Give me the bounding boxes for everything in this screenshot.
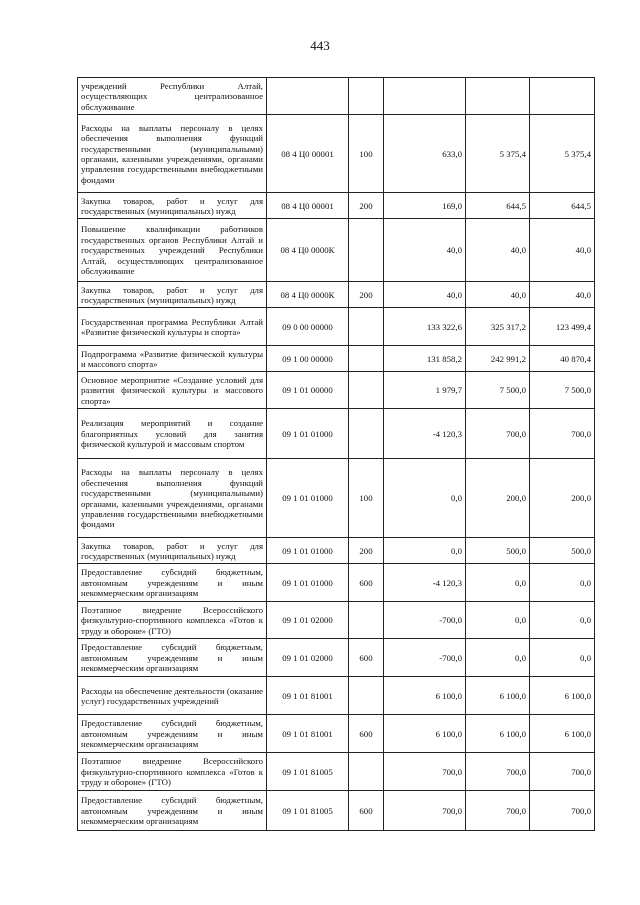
row-target-code: 08 4 Ц0 0000К [267,219,349,282]
row-expense-kind: 100 [349,115,384,193]
row-name: Расходы на обеспечение деятельности (оказание услуг) государственных учреждений [78,677,267,715]
row-value-3: 200,0 [530,459,595,538]
row-expense-kind: 600 [349,564,384,602]
row-expense-kind: 200 [349,193,384,219]
row-value-1: 0,0 [384,538,466,564]
table-row [78,602,595,639]
row-target-code: 09 1 01 81001 [267,677,349,715]
row-target-code: 09 1 01 01000 [267,538,349,564]
row-name: Предоставление субсидий бюджетным, автономным учреждениям и иным некоммерческим организациям [78,639,267,677]
row-value-3: 500,0 [530,538,595,564]
row-value-3: 0,0 [530,602,595,639]
table-row [78,791,595,831]
row-value-2: 7 500,0 [466,372,530,409]
row-value-2: 325 317,2 [466,308,530,346]
row-name: Реализация мероприятий и создание благоприятных условий для занятия физической культурой и массовым спортом [78,409,267,459]
row-target-code: 08 4 Ц0 00001 [267,115,349,193]
row-target-code: 09 1 01 01000 [267,459,349,538]
row-expense-kind [349,219,384,282]
row-target-code: 08 4 Ц0 0000К [267,282,349,308]
row-value-1: 700,0 [384,753,466,791]
row-value-1: 6 100,0 [384,715,466,753]
row-value-1: -4 120,3 [384,564,466,602]
row-target-code: 09 0 00 00000 [267,308,349,346]
row-value-1: 40,0 [384,219,466,282]
row-target-code: 09 1 01 00000 [267,372,349,409]
row-value-1: 40,0 [384,282,466,308]
row-value-1: 133 322,6 [384,308,466,346]
row-expense-kind [349,677,384,715]
table-row [78,193,595,219]
table-row [78,282,595,308]
row-value-2: 0,0 [466,564,530,602]
row-value-3: 5 375,4 [530,115,595,193]
table-row [78,372,595,409]
row-expense-kind: 600 [349,791,384,831]
table-row [78,459,595,538]
row-value-1: 1 979,7 [384,372,466,409]
row-name: Поэтапное внедрение Всероссийского физкультурно-спортивного комплекса «Готов к труду и обороне» (ГТО) [78,602,267,639]
row-target-code: 09 1 00 00000 [267,346,349,372]
row-value-1: -4 120,3 [384,409,466,459]
row-expense-kind: 100 [349,459,384,538]
row-name: Закупка товаров, работ и услуг для государственных (муниципальных) нужд [78,282,267,308]
row-name: Подпрограмма «Развитие физической культуры и массового спорта» [78,346,267,372]
row-value-2: 242 991,2 [466,346,530,372]
row-name: Предоставление субсидий бюджетным, автономным учреждениям и иным некоммерческим организациям [78,791,267,831]
row-value-3: 40,0 [530,219,595,282]
row-value-3: 0,0 [530,639,595,677]
row-value-1: -700,0 [384,602,466,639]
page-number: 443 [310,38,330,53]
row-value-2: 0,0 [466,602,530,639]
row-value-2: 40,0 [466,282,530,308]
row-expense-kind [349,308,384,346]
row-value-3: 6 100,0 [530,677,595,715]
row-value-2: 200,0 [466,459,530,538]
row-expense-kind: 600 [349,715,384,753]
row-value-3: 0,0 [530,564,595,602]
row-expense-kind: 600 [349,639,384,677]
table-row [78,677,595,715]
table-row [78,219,595,282]
row-value-3: 644,5 [530,193,595,219]
row-value-1: 0,0 [384,459,466,538]
row-value-2 [466,78,530,115]
row-value-2: 0,0 [466,639,530,677]
table-row [78,538,595,564]
row-name: Расходы на выплаты персоналу в целях обеспечения выполнения функций государственными (муниципальными) органами, казенными учреждениями, органами управления государственными внебюджетными фондами [78,459,267,538]
row-target-code [267,78,349,115]
table-row [78,346,595,372]
row-value-2: 700,0 [466,409,530,459]
row-target-code: 09 1 01 81001 [267,715,349,753]
row-value-3: 700,0 [530,791,595,831]
row-expense-kind [349,409,384,459]
row-target-code: 09 1 01 81005 [267,791,349,831]
table-row [78,639,595,677]
row-name: Основное мероприятие «Создание условий для развития физической культуры и массового спорта» [78,372,267,409]
table-body [78,78,595,831]
table-row [78,715,595,753]
table-row [78,308,595,346]
row-target-code: 08 4 Ц0 00001 [267,193,349,219]
row-expense-kind [349,346,384,372]
row-expense-kind [349,602,384,639]
row-value-3: 700,0 [530,753,595,791]
row-value-3: 6 100,0 [530,715,595,753]
row-name: Закупка товаров, работ и услуг для государственных (муниципальных) нужд [78,193,267,219]
row-name: Государственная программа Республики Алтай «Развитие физической культуры и спорта» [78,308,267,346]
row-target-code: 09 1 01 81005 [267,753,349,791]
row-value-1: 6 100,0 [384,677,466,715]
row-value-1: 169,0 [384,193,466,219]
row-expense-kind [349,753,384,791]
table-row [78,78,595,115]
row-name: Предоставление субсидий бюджетным, автономным учреждениям и иным некоммерческим организациям [78,564,267,602]
row-expense-kind [349,78,384,115]
row-value-2: 700,0 [466,753,530,791]
table-row [78,409,595,459]
row-value-3: 700,0 [530,409,595,459]
row-value-1: 700,0 [384,791,466,831]
table-row [78,753,595,791]
row-target-code: 09 1 01 02000 [267,639,349,677]
row-value-2: 6 100,0 [466,715,530,753]
row-name: Закупка товаров, работ и услуг для государственных (муниципальных) нужд [78,538,267,564]
row-name: Поэтапное внедрение Всероссийского физкультурно-спортивного комплекса «Готов к труду и обороне» (ГТО) [78,753,267,791]
row-value-2: 700,0 [466,791,530,831]
row-expense-kind [349,372,384,409]
row-value-1: 131 858,2 [384,346,466,372]
row-value-2: 6 100,0 [466,677,530,715]
row-name: Расходы на выплаты персоналу в целях обеспечения выполнения функций государственными (муниципальными) органами, казенными учреждениями, органами управления государственными внебюджетными фондами [78,115,267,193]
row-target-code: 09 1 01 01000 [267,564,349,602]
row-target-code: 09 1 01 02000 [267,602,349,639]
table-row [78,564,595,602]
table-row [78,115,595,193]
row-value-2: 40,0 [466,219,530,282]
row-target-code: 09 1 01 01000 [267,409,349,459]
row-value-3: 40 870,4 [530,346,595,372]
row-name: учреждений Республики Алтай, осуществляющих централизованное обслуживание [78,78,267,115]
row-expense-kind: 200 [349,282,384,308]
row-value-2: 5 375,4 [466,115,530,193]
row-value-3: 40,0 [530,282,595,308]
row-value-1: -700,0 [384,639,466,677]
row-value-3: 123 499,4 [530,308,595,346]
row-expense-kind: 200 [349,538,384,564]
row-value-2: 500,0 [466,538,530,564]
budget-table [77,77,595,831]
row-name: Предоставление субсидий бюджетным, автономным учреждениям и иным некоммерческим организациям [78,715,267,753]
row-value-1: 633,0 [384,115,466,193]
row-value-2: 644,5 [466,193,530,219]
row-value-3 [530,78,595,115]
row-value-1 [384,78,466,115]
row-name: Повышение квалификации работников государственных органов Республики Алтай и государственных учреждений Республики Алтай, осуществляющих централизованное обслуживание [78,219,267,282]
row-value-3: 7 500,0 [530,372,595,409]
